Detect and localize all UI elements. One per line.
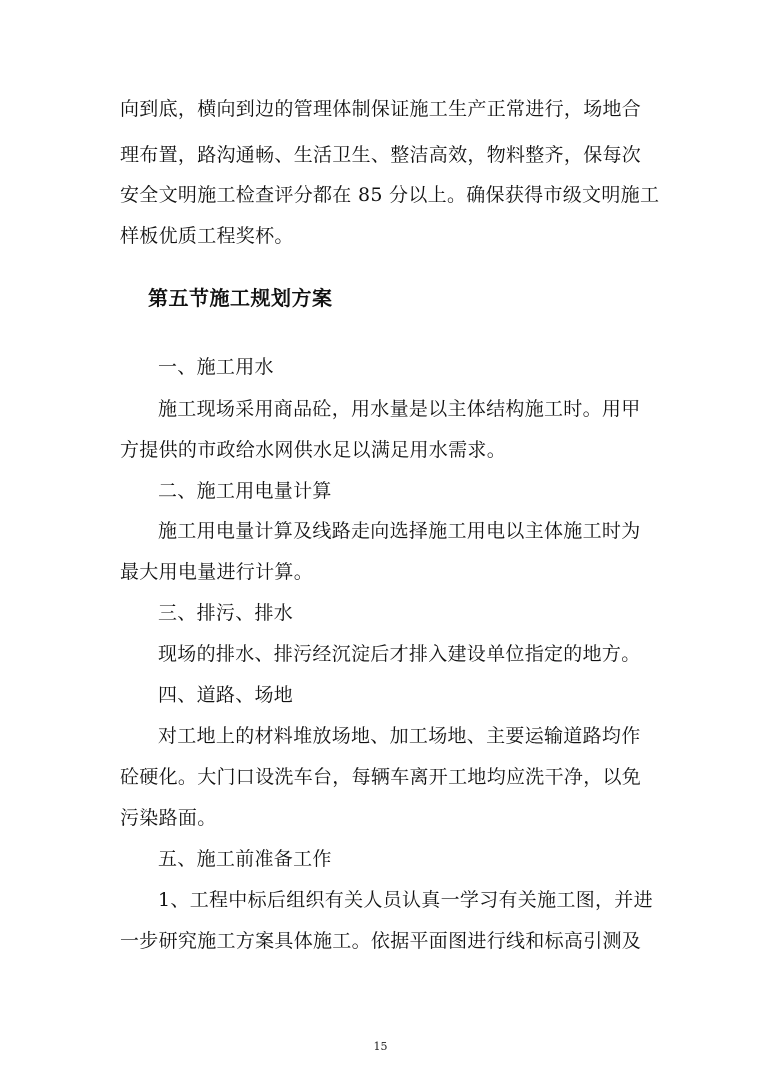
item-4-body-line-3: 污染路面。 — [120, 807, 217, 829]
intro-line-2: 理布置，路沟通畅、生活卫生、整洁高效，物料整齐，保每次 — [120, 144, 642, 166]
item-2-heading: 二、施工用电量计算 — [158, 480, 332, 502]
intro-line-1: 向到底，横向到边的管理体制保证施工生产正常进行，场地合 — [120, 98, 642, 120]
section-title: 第五节施工规划方案 — [148, 286, 333, 310]
item-2-body-line-2: 最大用电量进行计算。 — [120, 561, 314, 583]
item-3-body-line-1: 现场的排水、排污经沉淀后才排入建设单位指定的地方。 — [158, 643, 641, 665]
item-4-body-line-2: 砼硬化。大门口设洗车台，每辆车离开工地均应洗干净，以免 — [120, 766, 642, 788]
page-number: 15 — [373, 1040, 388, 1053]
item-4-heading: 四、道路、场地 — [158, 684, 294, 706]
item-1-body-line-1: 施工现场采用商品砼，用水量是以主体结构施工时。用甲 — [158, 398, 641, 420]
intro-line-4: 样板优质工程奖杯。 — [120, 225, 294, 247]
item-5-body-line-2: 一步研究施工方案具体施工。依据平面图进行线和标高引测及 — [120, 930, 642, 952]
intro-line-3: 安全文明施工检查评分都在 85 分以上。确保获得市级文明施工 — [120, 184, 660, 206]
item-4-body-line-1: 对工地上的材料堆放场地、加工场地、主要运输道路均作 — [158, 725, 641, 747]
item-2-body-line-1: 施工用电量计算及线路走向选择施工用电以主体施工时为 — [158, 520, 641, 542]
item-1-body-line-2: 方提供的市政给水网供水足以满足用水需求。 — [120, 439, 507, 461]
item-5-body-line-1: 1、工程中标后组织有关人员认真一学习有关施工图，并进 — [158, 889, 653, 911]
item-1-heading: 一、施工用水 — [158, 356, 274, 378]
item-5-heading: 五、施工前准备工作 — [158, 848, 332, 870]
item-3-heading: 三、排污、排水 — [158, 602, 294, 624]
